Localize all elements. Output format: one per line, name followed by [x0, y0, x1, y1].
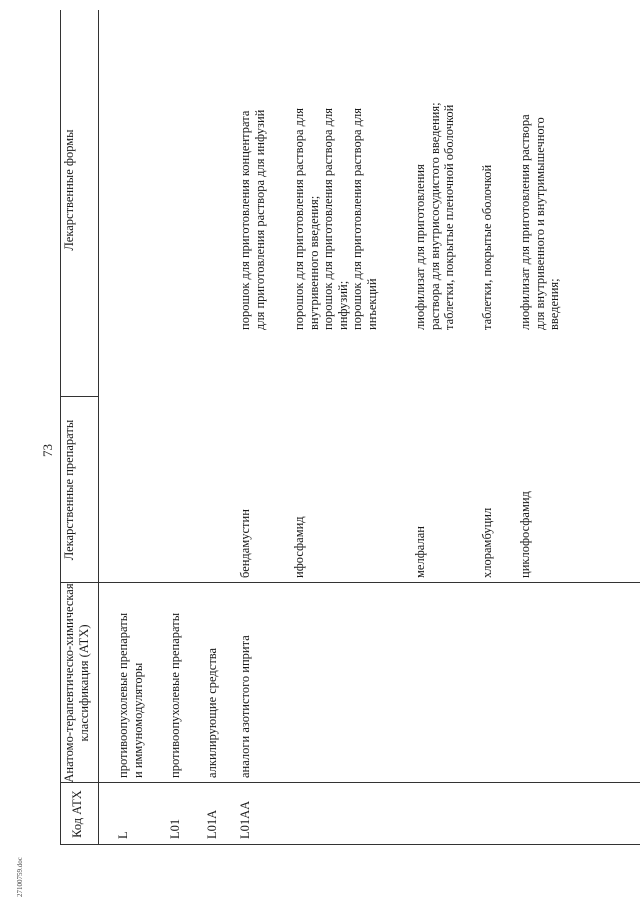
- cell-code-L01AA: L01AA: [238, 800, 252, 839]
- table-left-border: [60, 844, 640, 845]
- header-preparations: Лекарственные препараты: [62, 419, 76, 561]
- cell-code-L: L: [116, 831, 130, 839]
- page-number: 73: [40, 444, 55, 457]
- cell-forms-bendamustine: порошок для приготовления концентрата для приготовления раствора для инфузий: [238, 109, 267, 330]
- cell-prep-ifosfamide: ифосфамид: [292, 516, 306, 578]
- table-top-border: [60, 10, 61, 845]
- table-header-border: [98, 10, 99, 845]
- cell-prep-melphalan: мелфалан: [413, 526, 427, 578]
- cell-prep-bendamustine: бендамустин: [238, 509, 252, 578]
- cell-forms-chlorambucil: таблетки, покрытые оболочкой: [480, 164, 494, 330]
- cell-forms-cyclophosphamide: лиофилизат для приготовления раствора для внутривенного и внутримышечного введения;: [518, 114, 561, 330]
- cell-code-L01: L01: [168, 818, 182, 839]
- col-divider-1: [60, 782, 640, 783]
- header-classification: Анатомо-терапевтическо-химическая классификация (АТХ): [62, 583, 91, 783]
- cell-forms-melphalan: лиофилизат для приготовления раствора для внутрисосудистого введения; таблетки, покрытые пленочной оболочкой: [413, 102, 456, 330]
- col-divider-2: [60, 582, 640, 583]
- cell-class-L01: противоопухолевые препараты: [168, 612, 182, 778]
- header-forms: Лекарственные формы: [62, 129, 76, 251]
- cell-prep-cyclophosphamide: циклофосфамид: [518, 491, 532, 578]
- cell-code-L01A: L01A: [205, 809, 219, 839]
- cell-class-L01A: алкилирующие средства: [205, 647, 219, 778]
- footer-filename: 27100759.doc: [16, 857, 24, 897]
- header-code: Код АТХ: [70, 790, 84, 838]
- cell-class-L: противоопухолевые препараты и иммуномодуляторы: [116, 612, 145, 778]
- cell-forms-ifosfamide: порошок для приготовления раствора для внутривенного введения; порошок для приготовления раствора для инфузий; порошок для приготовления раствора для инъекций: [292, 108, 379, 330]
- cell-class-L01AA: аналоги азотистого иприта: [238, 635, 252, 778]
- cell-prep-chlorambucil: хлорамбуцил: [480, 507, 494, 578]
